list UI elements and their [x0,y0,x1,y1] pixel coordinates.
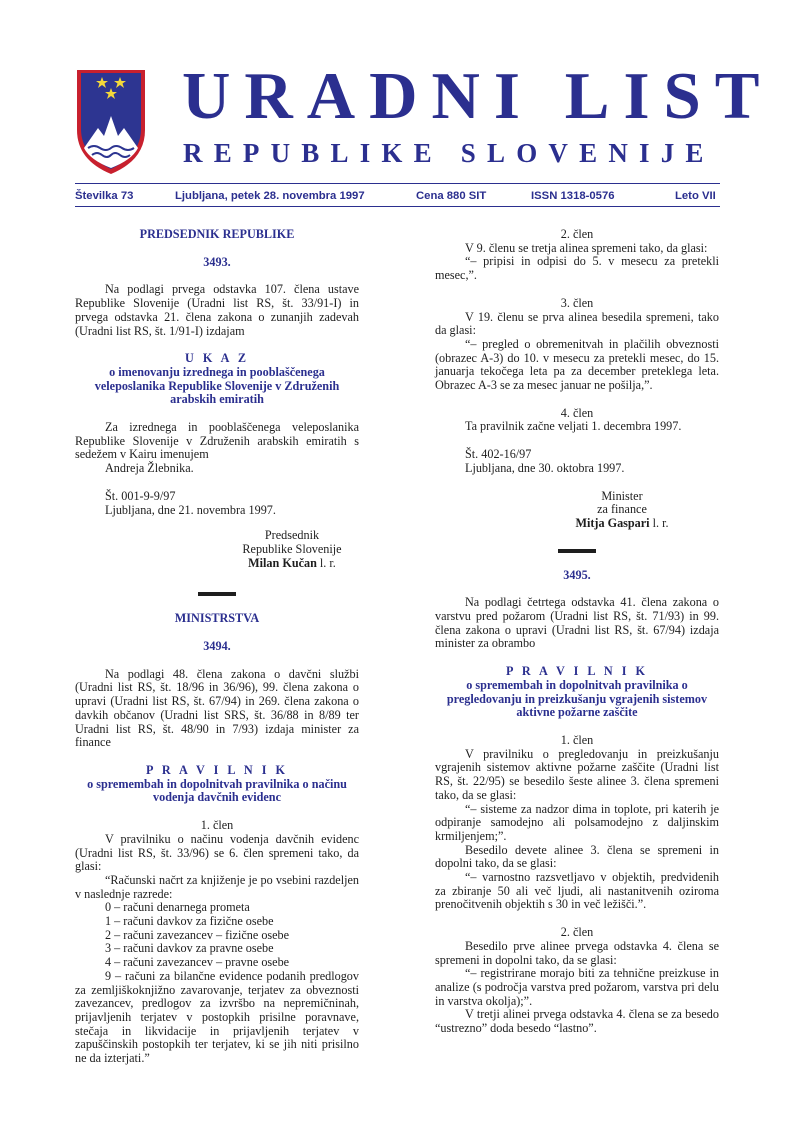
paragraph: Ta pravilnik začne veljati 1. decembra 1997. [465,419,682,434]
separator-bar [198,592,236,596]
masthead-title: URADNI LIST [182,59,774,133]
paragraph: V 9. členu se tretja alinea spremeni tako, da glasi: [465,240,708,255]
signatory-name: Milan Kučan [248,555,317,570]
left-column [75,228,359,1066]
issue-place-date: Ljubljana, petek 28. novembra 1997 [175,190,365,202]
signature-org: za finance [597,502,647,517]
separator-bar [558,549,596,553]
signature-block [75,529,359,570]
paragraph: Besedilo prve alinee prvega odstavka 4. člena se spremeni in dopolni tako, da se glasi: [435,938,719,967]
signature-name [225,557,359,571]
paragraph: V pravilniku o načinu vodenja davčnih evidenc (Uradni list RS, št. 33/96) se 6. člen spremeni tako, da glasi: [75,831,359,874]
act-type-heading: P R A V I L N I K [506,664,648,679]
paragraph: “– pripisi in odpisi do 5. v mesecu za pretekli mesec,”. [435,254,719,283]
account-class-list [75,901,359,970]
article-heading: 1. člen [560,732,594,747]
act-type-heading: P R A V I L N I K [146,762,288,777]
date-line: Ljubljana, dne 21. novembra 1997. [105,502,276,517]
issue-issn: ISSN 1318-0576 [531,190,615,202]
paragraph: Na podlagi četrtega odstavka 41. člena zakona o varstvu pred požarom (Uradni list RS, št. 71/93) in 99. člena zakona o upravi (Uradni list RS, št. 67/94) izdaja minister za obrambo [435,595,719,651]
item-number: 3493. [203,254,231,269]
list-item: 3 – računi davkov za pravne osebe [105,941,274,956]
article-heading: 4. člen [560,405,594,420]
paragraph: Na podlagi prvega odstavka 107. člena ustave Republike Slovenije (Uradni list RS, št. 33/91-I) in prvega odstavka 21. člena zakona o zunanjih zadevah (Uradni list RS, št. 1/91-I) izdajam [75,282,359,338]
header-rule-bottom [75,206,720,207]
list-item: 0 – računi denarnega prometa [105,900,250,915]
act-title: o spremembah in dopolnitvah pravilnika o načinu vodenja davčnih evidenc [87,776,347,805]
section-heading: PREDSEDNIK REPUBLIKE [139,227,295,241]
issue-price: Cena 880 SIT [416,190,487,202]
date-line: Ljubljana, dne 30. oktobra 1997. [465,460,625,475]
article-heading: 2. člen [560,925,594,940]
paragraph: V tretji alinei prvega odstavka 4. člena se za besedo “ustrezno” doda besedo “lastno”. [435,1007,719,1036]
signatory-name: Mitja Gaspari [575,515,650,530]
signature-org: Republike Slovenije [242,541,342,556]
issue-number: Številka 73 [75,190,134,202]
right-column [435,228,719,1036]
signature-role: Minister [601,488,643,503]
list-item: 4 – računi zavezancev – pravne osebe [105,955,290,970]
paragraph: Andreja Žlebnika. [105,461,194,476]
paragraph: Besedilo devete alinee 3. člena se spremeni in dopolni tako, da se glasi: [435,842,719,871]
paragraph: “– sisteme za nadzor dima in toplote, pri katerih je odpiranje samodejno ali polsamodejno z daljinskim krmiljenjem;”. [435,801,719,843]
act-type-heading: U K A Z [184,351,249,366]
paragraph: 9 – računi za bilančne evidence podanih predlogov za zemljiškoknjižno zavarovanje, terjatev za obveznosti zavezancev, predlogov za izvršbo na nepremičninah, prijavljenih terjatev v postopkih prisilne poravnave, stečaja in likvidacije in prijavljenih terjatev v zapuščinskih postopkih ter terjatev, ki se jih niti prisilno ne da izterjati.” [75,968,359,1066]
act-title: o spremembah in dopolnitvah pravilnika o pregledovanju in preizkušanju vgrajenih sistemov aktivne požarne zaščite [446,677,708,720]
header-rule-top [75,183,720,184]
signature-block [435,490,719,531]
paragraph: Za izrednega in pooblaščenega veleposlanika Republike Slovenije v Združenih arabskih emiratih s sedežem v Kairu imenujem [75,420,359,462]
list-item: 1 – računi davkov za fizične osebe [105,914,274,929]
signature-name [525,517,719,531]
article-heading: 1. člen [200,818,234,833]
list-item: 2 – računi zavezancev – fizične osebe [105,927,290,942]
act-title: o imenovanju izrednega in pooblaščenega veleposlanika Republike Slovenije v Združenih arabskih emiratih [94,364,340,407]
signatory-lr: l. r. [316,555,336,570]
article-heading: 3. člen [560,295,594,310]
section-heading: MINISTRSTVA [174,611,260,626]
reference-number: Št. 402-16/97 [465,447,532,462]
issue-year: Leto VII [675,190,716,202]
paragraph: “Računski načrt za knjiženje je po vsebini razdeljen v naslednje razrede: [75,872,359,901]
reference-number: Št. 001-9-9/97 [105,488,176,503]
item-number: 3494. [203,639,231,654]
item-number: 3495. [563,567,591,582]
article-heading: 2. člen [560,227,594,241]
paragraph: “– registrirane morajo biti za tehnične preizkuse in analize (s področja varstva pred požarom, varstva pri delu in varstva okolja);”. [435,966,719,1008]
paragraph: V pravilniku o pregledovanju in preizkušanju vgrajenih sistemov aktivne požarne zaščite (Uradni list RS, št. 22/95) se besedilo šeste alinee 3. člena spremeni tako, da se glasi: [435,746,719,802]
paragraph: “– varnostno razsvetljavo v objektih, predvidenih za zbiranje 50 ali več ljudi, ali nastanitvenih oziroma prenočitvenih objektih s 30 in več ležišči.”. [435,870,719,912]
signature-role: Predsednik [264,528,320,543]
coat-of-arms-logo [74,68,148,176]
masthead-subtitle: REPUBLIKE SLOVENIJE [183,138,715,168]
signatory-lr: l. r. [649,515,669,530]
paragraph: “– pregled o obremenitvah in plačilih obveznosti (obrazec A-3) do 10. v mesecu za pretekli mesec, do 15. januarja tekočega leta pa za december preteklega leta. Obrazec A-3 se za mesec januar ne pošilja,”. [435,336,719,393]
paragraph: Na podlagi 48. člena zakona o davčni službi (Uradni list RS, št. 18/96 in 36/96), 99. člena zakona o upravi (Uradni list RS, št. 67/94) in 269. člena zakona o davkih občanov (Uradni list SRS, št. 36/88 in 8/89 ter Uradni list RS, št. 48/90 in 7/93) izdaja minister za finance [75,666,359,750]
paragraph: V 19. členu se prva alinea besedila spremeni, tako da glasi: [435,309,719,338]
